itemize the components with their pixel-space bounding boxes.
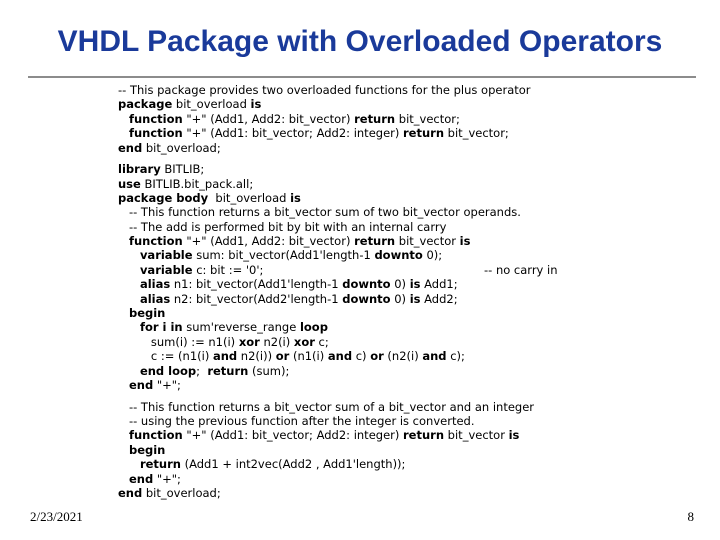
code-line: [118, 400, 598, 414]
code-text: 0): [390, 277, 410, 292]
code-keyword: downto: [374, 248, 423, 263]
code-keyword: alias: [139, 277, 171, 292]
code-line: [118, 335, 598, 349]
code-comment: -- no carry in: [484, 262, 558, 277]
code-line: [118, 83, 598, 97]
code-text: sum: bit_vector(Add1'length-1: [192, 248, 375, 263]
code-line: [118, 378, 598, 392]
code-keyword: is: [409, 277, 421, 292]
code-text: c := (n1(i): [150, 349, 213, 364]
code-keyword: downto: [342, 277, 391, 292]
code-line: [118, 457, 598, 471]
code-text: "+";: [153, 378, 181, 392]
code-keyword: end: [118, 485, 143, 500]
code-indent: [118, 428, 129, 442]
code-indent: [118, 112, 129, 126]
code-line: [118, 443, 598, 457]
code-indent: [118, 234, 129, 248]
code-text: c: bit := '0';: [192, 262, 264, 277]
code-indent: [118, 320, 140, 334]
code-line: [118, 126, 598, 140]
code-line: [118, 320, 598, 334]
code-keyword: variable: [139, 248, 193, 263]
code-line: [118, 292, 598, 306]
code-line: [118, 306, 598, 320]
code-text: (sum);: [248, 363, 290, 378]
code-text: "+" (Add1: bit_vector; Add2: integer): [182, 428, 404, 443]
code-line: [118, 141, 598, 155]
code-spacer: [118, 155, 598, 162]
code-keyword: loop: [299, 320, 328, 335]
code-indent: [118, 292, 140, 306]
code-line: [118, 486, 598, 500]
code-indent: [118, 349, 151, 363]
code-indent: [118, 335, 151, 349]
code-text: 0);: [422, 248, 443, 263]
code-line: [118, 191, 598, 205]
code-line: [118, 263, 598, 277]
code-line: [118, 205, 598, 219]
code-text: bit_overload;: [142, 140, 221, 155]
code-text: "+" (Add1, Add2: bit_vector): [182, 111, 355, 126]
footer-date: 2/23/2021: [30, 509, 83, 524]
code-keyword: and: [422, 349, 447, 364]
code-keyword: end: [128, 471, 154, 486]
code-line: [118, 248, 598, 262]
code-text: bit_vector: [444, 428, 509, 443]
code-keyword: is: [290, 190, 301, 205]
code-text: ;: [196, 363, 208, 378]
code-keyword: or: [370, 349, 384, 364]
code-text: bit_overload: [208, 190, 291, 205]
code-spacer: [118, 392, 598, 399]
code-indent: [118, 378, 129, 392]
code-text: Add2;: [420, 291, 458, 306]
code-indent: [118, 126, 129, 140]
code-text: bit_vector;: [395, 111, 460, 126]
code-keyword: is: [459, 234, 471, 249]
code-indent: [118, 457, 140, 471]
code-listing: [118, 83, 598, 500]
code-indent: [118, 443, 129, 457]
code-text: Add1;: [420, 277, 458, 292]
code-indent: [118, 364, 140, 378]
title-divider: [28, 76, 696, 78]
code-text: c): [352, 349, 371, 364]
code-line: [118, 349, 598, 363]
code-keyword: use: [118, 176, 141, 191]
code-text: "+" (Add1, Add2: bit_vector): [182, 234, 355, 249]
code-text: n2: bit_vector(Add2'length-1: [170, 291, 343, 306]
code-line: [118, 97, 598, 111]
code-keyword: end: [118, 140, 143, 155]
code-indent: [118, 263, 140, 277]
code-text: bit_overload: [172, 97, 251, 112]
code-keyword: is: [409, 291, 421, 306]
code-keyword: and: [327, 349, 353, 364]
code-keyword: is: [250, 97, 262, 112]
code-keyword: package body: [118, 190, 209, 205]
code-keyword: is: [508, 428, 520, 443]
code-keyword: package: [118, 97, 173, 112]
code-line: [118, 177, 598, 191]
code-keyword: function: [128, 111, 183, 126]
code-line: [118, 472, 598, 486]
code-text: sum'reverse_range: [182, 320, 300, 335]
code-text: BITLIB.bit_pack.all;: [140, 176, 254, 191]
code-line: [118, 277, 598, 291]
code-text: n1: bit_vector(Add1'length-1: [170, 277, 343, 292]
code-line: [118, 414, 598, 428]
code-text: (n2(i): [383, 349, 423, 364]
code-indent: [118, 277, 140, 291]
code-keyword: for i in: [139, 320, 183, 335]
code-line: [118, 220, 598, 234]
code-keyword: xor: [293, 334, 315, 349]
code-indent: [118, 248, 140, 262]
code-line: [118, 234, 598, 248]
code-text: n2(i): [259, 334, 294, 349]
code-keyword: library: [118, 162, 161, 177]
code-line: [118, 428, 598, 442]
code-text: bit_vector;: [444, 126, 509, 141]
code-keyword: end loop: [139, 363, 197, 378]
code-keyword: end: [128, 378, 154, 392]
code-keyword: xor: [238, 334, 260, 349]
code-keyword: return: [207, 363, 249, 378]
code-comment: -- using the previous function after the integer is converted.: [118, 413, 475, 428]
code-keyword: return: [403, 428, 445, 443]
code-keyword: return: [354, 234, 396, 249]
code-keyword: function: [128, 234, 183, 249]
code-text: "+" (Add1: bit_vector; Add2: integer): [182, 126, 404, 141]
code-line: [118, 112, 598, 126]
code-text: sum(i) := n1(i): [150, 334, 239, 349]
code-text: BITLIB;: [160, 162, 205, 177]
code-keyword: alias: [139, 291, 171, 306]
code-text: (n1(i): [289, 349, 328, 364]
code-line: [118, 364, 598, 378]
code-keyword: and: [212, 349, 238, 364]
code-text: bit_vector: [395, 234, 460, 249]
code-keyword: begin: [128, 306, 166, 321]
code-line: [118, 162, 598, 176]
code-text: 0): [390, 291, 410, 306]
code-indent: [118, 306, 129, 320]
code-comment: -- This package provides two overloaded functions for the plus operator: [118, 83, 531, 97]
slide-title: VHDL Package with Overloaded Operators: [57, 25, 663, 58]
code-text: (Add1 + int2vec(Add2 , Add1'length));: [180, 457, 406, 472]
code-keyword: function: [128, 126, 183, 141]
code-keyword: return: [403, 126, 445, 141]
code-keyword: or: [275, 349, 290, 364]
code-keyword: function: [128, 428, 183, 443]
code-comment: -- This function returns a bit_vector sum of two bit_vector operands.: [118, 205, 521, 220]
code-keyword: downto: [342, 291, 391, 306]
code-text: n2(i)): [237, 349, 276, 364]
code-indent: [118, 472, 129, 486]
code-text: "+";: [153, 471, 181, 486]
code-keyword: return: [354, 111, 396, 126]
code-keyword: return: [139, 457, 181, 472]
code-text: bit_overload;: [142, 485, 221, 500]
code-text: c;: [314, 334, 329, 349]
code-text: c);: [446, 349, 465, 364]
code-comment: -- The add is performed bit by bit with an internal carry: [118, 219, 447, 234]
code-keyword: variable: [139, 262, 193, 277]
code-comment: -- This function returns a bit_vector sum of a bit_vector and an integer: [118, 399, 535, 414]
code-keyword: begin: [128, 442, 166, 457]
page-number: 8: [687, 509, 694, 524]
